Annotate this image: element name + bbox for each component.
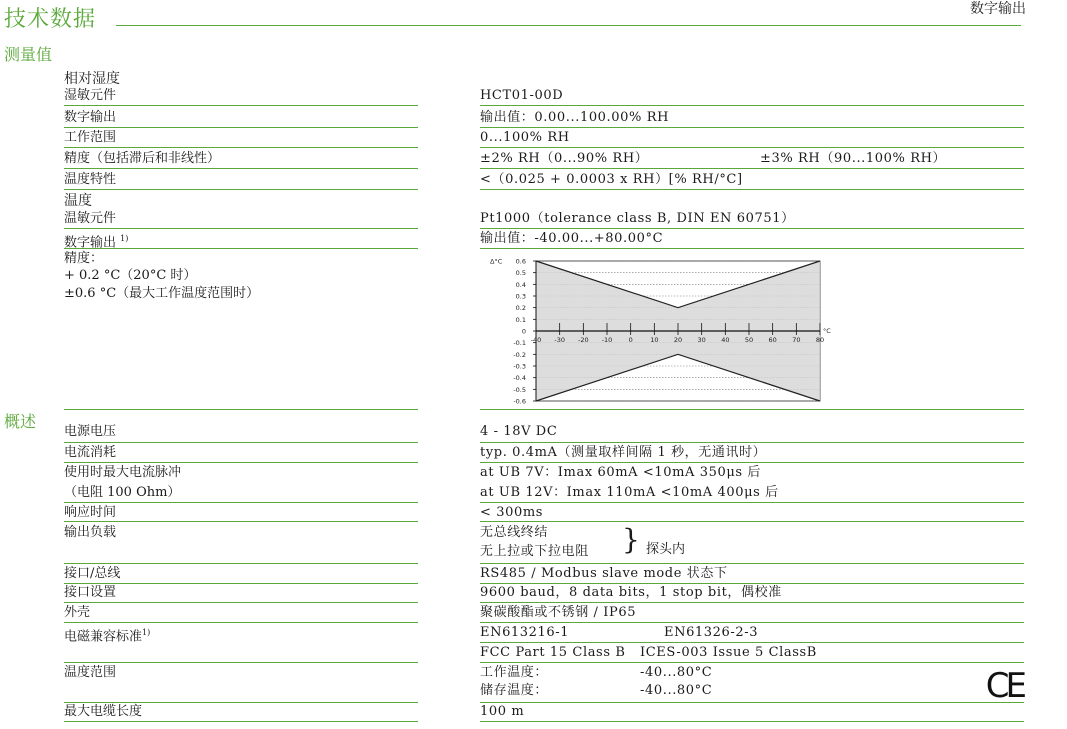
storage-temp-label: 储存温度： (480, 683, 549, 698)
divider (64, 622, 418, 623)
row-value: 聚碳酸酯或不锈钢 / IP65 (480, 605, 637, 620)
chart-x-tick-label: 40 (721, 336, 730, 344)
row-label: 工作范围 (64, 130, 117, 145)
chart-x-tick-label: 0 (628, 336, 633, 344)
chart-y-tick-label: 0.5 (515, 269, 526, 278)
accuracy-label: 精度： (64, 251, 104, 266)
chart-y-tick-label: -0.1 (513, 339, 526, 348)
divider (480, 642, 1024, 643)
row-value-secondary: EN61326-2-3 (664, 625, 759, 640)
chart-x-tick-label: 60 (768, 336, 777, 344)
footnote-marker: 1) (142, 628, 151, 637)
row-value: 输出值：0.00...100.00% RH (480, 110, 670, 125)
divider (64, 409, 418, 410)
accuracy-line-1: + 0.2 °C（20°C 时） (64, 268, 197, 283)
divider (480, 702, 1024, 703)
divider (480, 248, 1024, 249)
divider (480, 409, 1024, 410)
row-label: 使用时最大电流脉冲 (64, 465, 182, 480)
chart-x-tick-label: 70 (792, 336, 801, 344)
chart-x-tick-label: 10 (650, 336, 659, 344)
chart-y-tick-label: 0.4 (515, 280, 526, 289)
divider (480, 583, 1024, 584)
row-value: < 300ms (480, 505, 544, 520)
row-value: RS485 / Modbus slave mode 状态下 (480, 566, 728, 581)
divider (64, 127, 418, 128)
divider (64, 168, 418, 169)
row-label: 湿敏元件 (64, 88, 117, 103)
storage-temp-value: -40...80°C (640, 683, 713, 698)
divider (64, 228, 418, 229)
divider (480, 502, 1024, 503)
chart-y-tick-label: -0.3 (513, 362, 526, 371)
row-value: 0...100% RH (480, 130, 570, 145)
row-value-secondary: ICES-003 Issue 5 ClassB (640, 645, 817, 660)
row-label: 精度（包括滞后和非线性） (64, 151, 221, 166)
table-row (64, 665, 1024, 701)
row-value-secondary: ±3% RH（90...100% RH） (760, 151, 947, 166)
divider (64, 189, 418, 190)
row-label: 输出负载 (64, 525, 117, 540)
divider (480, 721, 1024, 722)
section-measured-title: 测量值 (4, 45, 53, 64)
divider (64, 248, 418, 249)
group-temperature-title: 温度 (64, 193, 92, 209)
chart-x-tick-label: -10 (601, 336, 613, 344)
row-label: 温度特性 (64, 172, 117, 187)
row-label-text: 数字输出 (64, 235, 117, 251)
chart-y-tick-label: -0.4 (513, 374, 526, 383)
row-value: <（0.025 + 0.0003 x RH）[% RH/°C] (480, 172, 743, 187)
divider (64, 563, 418, 564)
divider (64, 583, 418, 584)
page-title: 技术数据 (4, 7, 97, 32)
chart-x-tick-label: 20 (673, 336, 683, 344)
row-label: 接口设置 (64, 585, 117, 600)
chart-y-tick-labels (513, 258, 526, 406)
divider (480, 168, 1024, 169)
row-value-line1: 无总线终结 (480, 525, 549, 540)
divider (480, 442, 1024, 443)
operating-temp-value: -40...80°C (640, 665, 713, 680)
chart-y-tick-label: 0 (521, 327, 526, 336)
row-value: EN613216-1 (480, 625, 570, 640)
row-label: 响应时间 (64, 505, 117, 520)
chart-x-axis-label: °C (823, 327, 831, 335)
divider (64, 105, 418, 106)
ce-mark: CE (985, 666, 1023, 706)
brace-symbol: } (622, 523, 640, 556)
section-general-title: 概述 (4, 412, 37, 431)
chart-x-tick-label: 80 (815, 336, 825, 344)
divider (64, 502, 418, 503)
divider (480, 462, 1024, 463)
divider (480, 127, 1024, 128)
row-value: ±2% RH（0...90% RH） (480, 151, 649, 166)
row-label: 接口/总线 (64, 566, 121, 581)
row-value-line2: 无上拉或下拉电阻 (480, 544, 589, 559)
row-value: 100 m (480, 704, 525, 719)
divider (64, 521, 418, 522)
row-value: 9600 baud，8 data bits，1 stop bit，偶校准 (480, 585, 782, 600)
row-label-text: 电磁兼容标准 (64, 629, 143, 645)
group-humidity-title: 相对湿度 (64, 71, 120, 87)
divider (64, 442, 418, 443)
row-label: 温敏元件 (64, 211, 117, 226)
chart-y-tick-label: 0.6 (515, 257, 526, 266)
divider (64, 147, 418, 148)
chart-y-tick-label: 0.1 (515, 315, 526, 324)
row-label (64, 625, 150, 645)
divider (480, 521, 1024, 522)
row-value: HCT01-00D (480, 88, 564, 103)
chart-x-tick-label: 30 (697, 336, 706, 344)
row-label: 数字输出 (64, 110, 117, 125)
row-label: 电流消耗 (64, 445, 117, 460)
row-label: （电阻 100 Ohm） (64, 485, 181, 500)
row-label: 外壳 (64, 605, 91, 620)
row-value: at UB 12V：Imax 110mA <10mA 400μs 后 (480, 485, 779, 500)
chart-y-axis-label: Δ°C (490, 257, 503, 266)
chart-y-tick-label: 0.2 (515, 304, 526, 313)
accuracy-line-2: ±0.6 °C（最大工作温度范围时） (64, 286, 260, 301)
chart-x-tick-label: -40 (530, 336, 542, 344)
divider (64, 602, 418, 603)
chart-y-tick-label: -0.5 (513, 385, 526, 394)
row-value: at UB 7V：Imax 60mA <10mA 350μs 后 (480, 465, 762, 480)
divider (64, 721, 418, 722)
divider (64, 462, 418, 463)
divider (64, 702, 418, 703)
corner-label: 数字输出 (970, 1, 1026, 17)
divider (480, 622, 1024, 623)
row-value: 4 - 18V DC (480, 424, 558, 439)
chart-x-tick-label: -30 (554, 336, 565, 344)
chart-x-tick-label: 50 (744, 336, 754, 344)
load-suffix: 探头内 (646, 542, 686, 557)
footnote-marker: 1) (120, 234, 129, 243)
temperature-accuracy-chart (480, 256, 830, 408)
row-value: Pt1000（tolerance class B, DIN EN 60751） (480, 211, 795, 226)
chart-y-tick-label: -0.2 (513, 350, 526, 359)
divider (480, 105, 1024, 106)
operating-temp-label: 工作温度： (480, 665, 549, 680)
divider (480, 228, 1024, 229)
chart-y-tick-label: -0.6 (513, 397, 526, 406)
divider (480, 189, 1024, 190)
divider (480, 147, 1024, 148)
row-label: 电源电压 (64, 424, 117, 439)
row-value: 输出值：-40.00...+80.00°C (480, 231, 664, 246)
divider (480, 602, 1024, 603)
row-value: typ. 0.4mA（测量取样间隔 1 秒，无通讯时） (480, 445, 767, 460)
divider (64, 662, 418, 663)
row-label: 最大电缆长度 (64, 704, 143, 719)
chart-y-tick-label: 0.3 (515, 292, 526, 301)
row-label: 温度范围 (64, 665, 117, 680)
title-rule (116, 25, 1021, 26)
divider (480, 563, 1024, 564)
row-value: FCC Part 15 Class B (480, 645, 626, 660)
divider (480, 662, 1024, 663)
chart-x-tick-label: -20 (578, 336, 589, 344)
